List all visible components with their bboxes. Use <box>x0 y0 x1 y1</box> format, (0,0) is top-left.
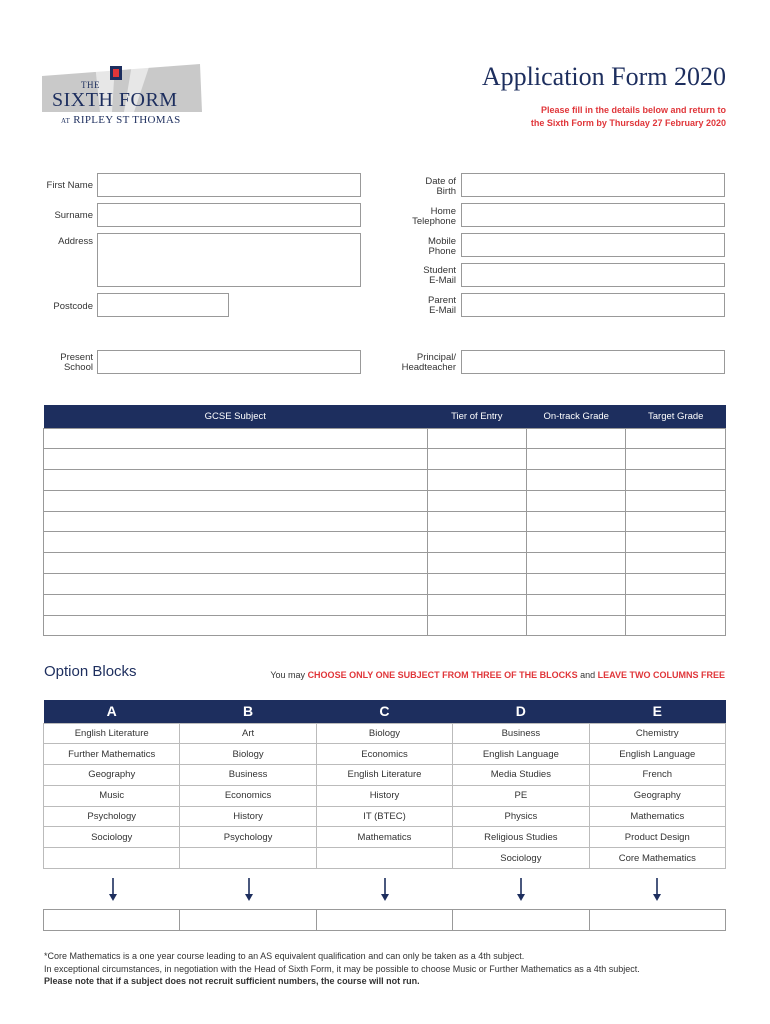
target-cell[interactable] <box>626 470 726 491</box>
subject-cell: English Language <box>589 744 725 765</box>
target-cell[interactable] <box>626 490 726 511</box>
gcse-row <box>44 532 726 553</box>
logo-the: THE <box>81 80 100 90</box>
note-mid: and <box>580 670 596 680</box>
subject-cell: English Language <box>453 744 589 765</box>
surname-field[interactable] <box>97 203 361 227</box>
subject-cell: Mathematics <box>316 827 452 848</box>
subject-cell <box>180 848 316 869</box>
blocks-row <box>44 785 726 806</box>
home-telephone-field[interactable] <box>461 203 725 227</box>
postcode-field[interactable] <box>97 293 229 317</box>
subject-cell: English Literature <box>316 765 452 786</box>
dob-label-1: Date of <box>425 176 456 187</box>
principal-field[interactable] <box>461 350 725 374</box>
mobile-label-2: Phone <box>428 246 456 257</box>
logo-sub-name: RIPLEY ST THOMAS <box>73 114 181 126</box>
subject-cell: Psychology <box>44 806 180 827</box>
home-telephone-label-2: Telephone <box>412 216 456 227</box>
gcse-subject-cell[interactable] <box>44 615 428 636</box>
arrow-down-icon <box>652 878 662 902</box>
tier-cell[interactable] <box>427 553 526 574</box>
on-track-cell[interactable] <box>527 532 626 553</box>
choice-cell-b[interactable] <box>180 910 316 931</box>
choice-result-table <box>43 909 726 931</box>
parent-email-label-2: E-Mail <box>429 305 456 316</box>
parent-email-field[interactable] <box>461 293 725 317</box>
on-track-cell[interactable] <box>527 594 626 615</box>
home-telephone-label <box>412 207 456 227</box>
gcse-row <box>44 428 726 449</box>
subject-cell <box>316 848 452 869</box>
subject-cell: History <box>316 785 452 806</box>
present-school-field[interactable] <box>97 350 361 374</box>
arrow-down-icon <box>108 878 118 902</box>
note-red-1: CHOOSE ONLY ONE SUBJECT FROM THREE OF THE BLOCKS <box>307 670 578 680</box>
note-red-2: LEAVE TWO COLUMNS FREE <box>597 670 725 680</box>
choice-cell-c[interactable] <box>316 910 452 931</box>
option-blocks-title: Option Blocks <box>44 663 137 680</box>
blocks-row <box>44 827 726 848</box>
tier-cell[interactable] <box>427 532 526 553</box>
student-email-label-2: E-Mail <box>429 275 456 286</box>
logo-sub <box>61 114 181 126</box>
gcse-row <box>44 470 726 491</box>
subject-cell: Geography <box>44 765 180 786</box>
first-name-label: First Name <box>46 180 93 191</box>
block-a-header: A <box>44 700 180 723</box>
mobile-label <box>428 237 456 257</box>
student-email-label <box>423 266 456 286</box>
blocks-row <box>44 806 726 827</box>
tier-cell[interactable] <box>427 511 526 532</box>
on-track-cell[interactable] <box>527 470 626 491</box>
school-logo <box>40 62 205 132</box>
home-telephone-label-1: Home <box>430 206 456 217</box>
target-cell[interactable] <box>626 511 726 532</box>
choice-result-row <box>44 910 726 931</box>
on-track-cell[interactable] <box>527 428 626 449</box>
gcse-subject-cell[interactable] <box>44 594 428 615</box>
subject-cell: Art <box>180 723 316 744</box>
subject-cell: Geography <box>589 785 725 806</box>
choice-cell-d[interactable] <box>453 910 589 931</box>
arrow-down-icon <box>244 878 254 902</box>
subject-cell: PE <box>453 785 589 806</box>
block-e-header: E <box>589 700 725 723</box>
blocks-row <box>44 765 726 786</box>
choice-cell-a[interactable] <box>44 910 180 931</box>
choice-cell-e[interactable] <box>589 910 725 931</box>
on-track-cell[interactable] <box>527 490 626 511</box>
footnote <box>44 950 640 988</box>
subject-cell: History <box>180 806 316 827</box>
target-cell[interactable] <box>626 574 726 595</box>
gcse-row <box>44 449 726 470</box>
dob-field[interactable] <box>461 173 725 197</box>
blocks-row <box>44 723 726 744</box>
block-b-header: B <box>180 700 316 723</box>
principal-label-2: Headteacher <box>401 362 456 373</box>
gcse-header-row <box>44 405 726 428</box>
subject-cell <box>44 848 180 869</box>
gcse-subject-cell[interactable] <box>44 428 428 449</box>
tier-cell[interactable] <box>427 470 526 491</box>
subject-cell: IT (BTEC) <box>316 806 452 827</box>
gcse-subject-cell[interactable] <box>44 574 428 595</box>
footnote-line1: *Core Mathematics is a one year course leading to an AS equivalent qualification and can only be taken as a 4th subject. <box>44 951 525 961</box>
address-field[interactable] <box>97 233 361 287</box>
subject-cell: Mathematics <box>589 806 725 827</box>
subject-cell: Physics <box>453 806 589 827</box>
gcse-subject-cell[interactable] <box>44 553 428 574</box>
gcse-table <box>43 405 726 636</box>
dob-label-2: Birth <box>436 186 456 197</box>
gcse-subject-cell[interactable] <box>44 532 428 553</box>
address-label: Address <box>58 236 93 247</box>
first-name-field[interactable] <box>97 173 361 197</box>
option-blocks-note <box>270 670 725 680</box>
principal-label <box>402 353 456 373</box>
gcse-subject-cell[interactable] <box>44 470 428 491</box>
subject-cell: Music <box>44 785 180 806</box>
mobile-field[interactable] <box>461 233 725 257</box>
logo-sub-at: AT <box>61 117 71 125</box>
subject-cell: Psychology <box>180 827 316 848</box>
instructions <box>426 104 726 130</box>
subject-cell: Sociology <box>453 848 589 869</box>
present-school-label-2: School <box>63 362 93 373</box>
subject-cell: Product Design <box>589 827 725 848</box>
gcse-row <box>44 553 726 574</box>
subject-cell: Sociology <box>44 827 180 848</box>
block-c-header: C <box>316 700 452 723</box>
subject-cell: Religious Studies <box>453 827 589 848</box>
on-track-cell[interactable] <box>527 553 626 574</box>
subject-cell: Biology <box>316 723 452 744</box>
tier-cell[interactable] <box>427 594 526 615</box>
target-cell[interactable] <box>626 428 726 449</box>
note-prefix: You may <box>270 670 306 680</box>
gcse-subject-cell[interactable] <box>44 449 428 470</box>
principal-label-1: Principal/ <box>416 352 456 363</box>
blocks-row <box>44 848 726 869</box>
subject-cell: Media Studies <box>453 765 589 786</box>
subject-cell: English Literature <box>44 723 180 744</box>
student-email-field[interactable] <box>461 263 725 287</box>
blocks-row <box>44 744 726 765</box>
on-track-cell[interactable] <box>527 511 626 532</box>
page-title: Application Form 2020 <box>481 62 726 91</box>
target-cell[interactable] <box>626 553 726 574</box>
subject-cell: Further Mathematics <box>44 744 180 765</box>
gcse-row <box>44 574 726 595</box>
target-cell[interactable] <box>626 449 726 470</box>
subject-cell: Economics <box>316 744 452 765</box>
tier-cell[interactable] <box>427 449 526 470</box>
block-d-header: D <box>453 700 589 723</box>
subject-cell: Economics <box>180 785 316 806</box>
option-blocks-table <box>43 700 726 869</box>
tier-of-entry-header: Tier of Entry <box>427 405 526 428</box>
logo-main: SIXTH FORM <box>52 89 178 111</box>
student-email-label-1: Student <box>423 265 456 276</box>
target-cell[interactable] <box>626 532 726 553</box>
dob-label <box>425 177 456 197</box>
subject-cell: Business <box>453 723 589 744</box>
on-track-cell[interactable] <box>527 574 626 595</box>
gcse-subject-cell[interactable] <box>44 511 428 532</box>
on-track-cell[interactable] <box>527 615 626 636</box>
subject-cell: Core Mathematics <box>589 848 725 869</box>
present-school-label-1: Present <box>60 352 93 363</box>
tier-cell[interactable] <box>427 615 526 636</box>
tier-cell[interactable] <box>427 490 526 511</box>
postcode-label: Postcode <box>53 301 93 312</box>
subject-cell: French <box>589 765 725 786</box>
mobile-label-1: Mobile <box>428 236 456 247</box>
on-track-cell[interactable] <box>527 449 626 470</box>
target-grade-header: Target Grade <box>626 405 726 428</box>
surname-label: Surname <box>54 210 93 221</box>
subject-cell: Biology <box>180 744 316 765</box>
instructions-line2: the Sixth Form by Thursday 27 February 2020 <box>530 118 726 128</box>
arrow-down-icon <box>380 878 390 902</box>
parent-email-label-1: Parent <box>428 295 456 306</box>
gcse-subject-header: GCSE Subject <box>44 405 428 428</box>
tier-cell[interactable] <box>427 428 526 449</box>
parent-email-label <box>428 296 456 316</box>
footnote-line3: Please note that if a subject does not recruit sufficient numbers, the course will not run. <box>44 976 420 986</box>
subject-cell: Business <box>180 765 316 786</box>
tier-cell[interactable] <box>427 574 526 595</box>
target-cell[interactable] <box>626 615 726 636</box>
gcse-row <box>44 511 726 532</box>
gcse-row <box>44 594 726 615</box>
on-track-grade-header: On-track Grade <box>527 405 626 428</box>
subject-cell: Chemistry <box>589 723 725 744</box>
present-school-label <box>60 353 93 373</box>
target-cell[interactable] <box>626 594 726 615</box>
gcse-subject-cell[interactable] <box>44 490 428 511</box>
blocks-header-row <box>44 700 726 723</box>
gcse-row <box>44 490 726 511</box>
arrow-down-icon <box>516 878 526 902</box>
footnote-line2: In exceptional circumstances, in negotiation with the Head of Sixth Form, it may be possible to choose Music or Further Mathematics as a 4th subject. <box>44 963 640 974</box>
instructions-line1: Please fill in the details below and return to <box>540 105 726 115</box>
gcse-row <box>44 615 726 636</box>
